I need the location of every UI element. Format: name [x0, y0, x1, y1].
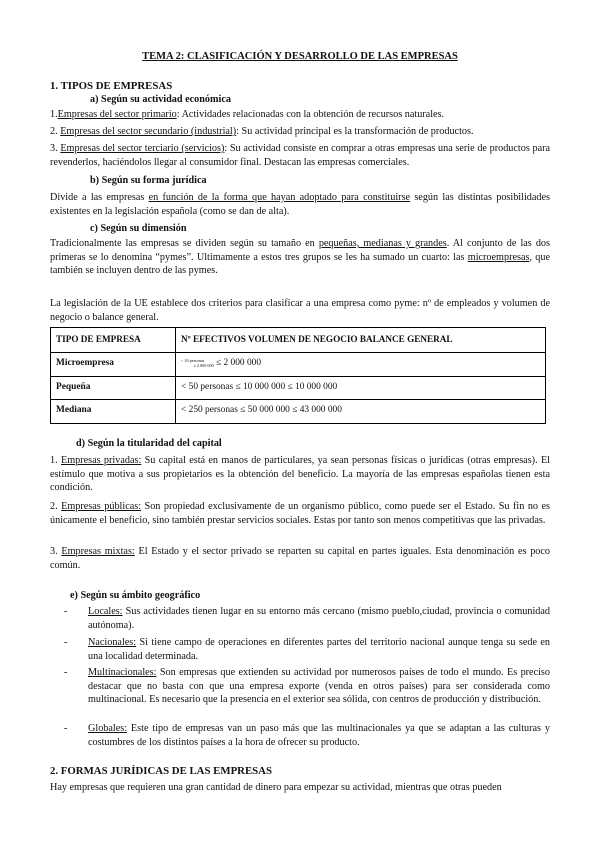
list-item: 2. Empresas públicas: Son propiedad exclusivamente de un organismo público, como puede ser el Estado. Su fin no es únicamente el beneficio, sino también prestar servicios sociales. Estas por tanto son menos competitivas que las privadas.	[50, 501, 550, 526]
table-header: Nº EFECTIVOS VOLUMEN DE NEGOCIO BALANCE GENERAL	[176, 328, 546, 353]
subheading-titularidad: d) Según la titularidad del capital	[76, 438, 222, 449]
paragraph: Tradicionalmente las empresas se dividen según su tamaño en pequeñas, medianas y grandes. Al conjunto de las dos primeras se lo denomina “pymes”. Ultimamente a estos tres grupos se les ha sumado un cuarto: las microempresas, que también se incluyen dentro de las pymes.	[50, 238, 550, 277]
section-heading-tipos: 1. TIPOS DE EMPRESAS	[50, 80, 173, 92]
table-row	[51, 376, 546, 400]
table-row	[51, 353, 546, 377]
subheading-actividad: a) Según su actividad económica	[90, 94, 231, 105]
pyme-table	[50, 327, 546, 424]
document-title: TEMA 2: CLASIFICACIÓN Y DESARROLLO DE LAS EMPRESAS	[142, 51, 458, 62]
subheading-ambito: e) Según su ámbito geográfico	[70, 590, 201, 601]
table-header-row	[51, 328, 546, 353]
subheading-dimension: c) Según su dimensión	[90, 223, 187, 234]
table-cell: < 250 personas ≤ 50 000 000 ≤ 43 000 000	[176, 400, 546, 424]
table-cell: < 10 personas ≤ 2 000 000 ≤ 2 000 000	[176, 353, 546, 377]
table-row	[51, 400, 546, 424]
paragraph: Hay empresas que requieren una gran cantidad de dinero para empezar su actividad, mientras que otras pueden	[50, 782, 502, 793]
table-cell: Pequeña	[51, 376, 176, 400]
paragraph: Divide a las empresas en función de la forma que hayan adoptado para constituirse según las distintas posibilidades existentes en la legislación española (como se dan de alta).	[50, 192, 550, 217]
table-cell-small: < 10 personas ≤ 2 000 000	[181, 358, 214, 369]
table-cell: < 50 personas ≤ 10 000 000 ≤ 10 000 000	[176, 376, 546, 400]
list-item: 2. Empresas del sector secundario (industrial): Su actividad principal es la transformación de productos.	[50, 126, 474, 137]
list-item: 3. Empresas mixtas: El Estado y el sector privado se reparten su capital en partes iguales. Esta denominación es poco común.	[50, 546, 551, 571]
list-item: 1. Empresas privadas: Su capital está en manos de particulares, ya sean personas físicas o jurídicas (otras empresas). El estímulo que motiva a sus propietarios es la obtención del beneficio. La mayoría de las empresas españolas tienen esta condición.	[50, 455, 551, 494]
list-item: 1.Empresas del sector primario: Actividades relacionadas con la obtención de recursos naturales.	[50, 109, 445, 120]
table-header: TIPO DE EMPRESA	[51, 328, 176, 353]
paragraph: La legislación de la UE establece dos criterios para clasificar a una empresa como pyme: nº de empleados y volumen de negocio o balance general.	[50, 298, 550, 323]
table-cell: Microempresa	[51, 353, 176, 377]
table-cell: Mediana	[51, 400, 176, 424]
section-heading-formas: 2. FORMAS JURÍDICAS DE LAS EMPRESAS	[50, 765, 272, 777]
list-item: 3. Empresas del sector terciario (servicios): Su actividad consiste en comprar a otras empresas una serie de productos para revenderlos, haciéndolos llegar al consumidor final. Destacan las empresas comerciales.	[50, 143, 551, 168]
subheading-forma-juridica: b) Según su forma jurídica	[90, 175, 207, 186]
